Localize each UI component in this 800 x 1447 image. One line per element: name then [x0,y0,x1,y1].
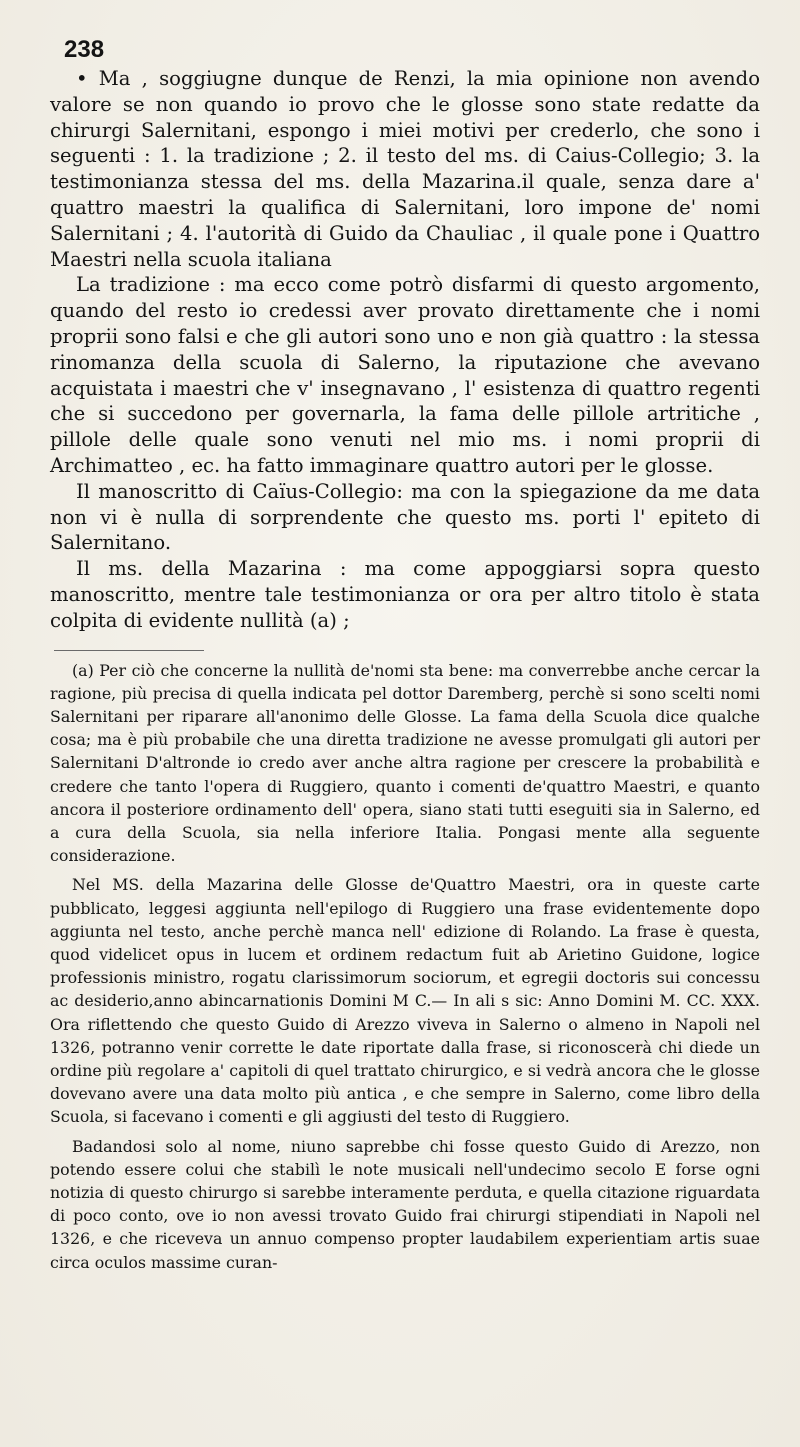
paragraph-tradizione: La tradizione : ma ecco come potrò disfarmi di questo argomento, quando del resto io credessi aver provato direttamente che i nomi proprii sono falsi e che gli autori sono uno e non già quattro : la stessa rinomanza della scuola di Salerno, la riputazione che avevano acquistata i maestri che v' insegnavano , l' esistenza di quattro regenti che si succedono per governarla, la fama delle pillole artritiche , pillole delle quale sono venuti nel mio ms. i nomi proprii di Archimatteo , ec. ha fatto immaginare quattro autori per le glosse. [50,273,760,477]
main-text [50,66,760,634]
footnote-paragraph-nullita: (a) Per ciò che concerne la nullità de'nomi sta bene: ma converrebbe anche cercar la ragione, più precisa di quella indicata pel dottor Daremberg, perchè si sono scelti nomi Salernitani per riparare all'anonimo delle Glosse. La fama della Scuola dice qualche cosa; ma è più probabile che una diretta tradizione ne avesse promulgati gli autori per Salernitani D'altronde io credo aver anche altra ragione per crescere la probabilità e credere che tanto l'opera di Ruggiero, quanto i comenti de'quattro Maestri, e quanto ancora il posteriore ordinamento dell' opera, siano stati tutti eseguiti sia in Salerno, ed a cura della Scuola, sia nella inferiore Italia. Pongasi mente alla seguente considerazione. [50,660,760,866]
footnote-divider [54,650,204,651]
paragraph-mazarina: Il ms. della Mazarina : ma come appoggiarsi sopra questo manoscritto, mentre tale testimonianza or ora per altro titolo è stata colpita di evidente nullità (a) ; [50,557,760,632]
footnote-paragraph-ms-mazarina: Nel MS. della Mazarina delle Glosse de'Quattro Maestri, ora in queste carte pubblicato, leggesi aggiunta nell'epilogo di Ruggiero una frase evidentemente dopo aggiunta nel testo, anche perchè manca nell' edizione di Rolando. La frase è questa, quod videlicet opus in lucem et ordinem redactum fuit ab Arietino Guidone, logice professionis ministro, rogatu clarissimorum sociorum, et egregii doctoris sui concessu ac desiderio,anno abincarnationis Domini M C.— In ali s sic: Anno Domini M. CC. XXX. Ora riflettendo che questo Guido di Arezzo viveva in Salerno o almeno in Napoli nel 1326, potranno venir corrette le date riportate dalla frase, si riconoscerà chi diede un ordine più regolare a' capitoli di quel trattato chirurgico, e si vedrà ancora che le glosse dovevano avere una data molto più antica , e che sempre in Salerno, come libro della Scuola, si facevano i comenti e gli aggiusti del testo di Ruggiero. [50,875,760,1127]
paragraph-caius-collegio: Il manoscritto di Caïus-Collegio: ma con la spiegazione da me data non vi è nulla di sorprendente che questo ms. porti l' epiteto di Salernitano. [50,479,760,555]
footnote [50,659,760,1274]
page-number: 238 [64,36,105,63]
paragraph-opinione: • Ma , soggiugne dunque de Renzi, la mia opinione non avendo valore se non quando io provo che le glosse sono state redatte da chirurgi Salernitani, espongo i miei motivi per crederlo, che sono i seguenti : 1. la tradizione ; 2. il testo del ms. di Caius-Collegio; 3. la testimonianza stessa del ms. della Mazarina.il quale, senza dare a' quattro maestri la qualifica di Salernitani, loro impone de' nomi Salernitani ; 4. l'autorità di Guido da Chauliac , il quale pone i Quattro Maestri nella scuola italiana [50,67,760,271]
footnote-paragraph-guido-arezzo: Badandosi solo al nome, niuno saprebbe chi fosse questo Guido di Arezzo, non potendo essere colui che stabilì le note musicali nell'undecimo secolo E forse ogni notizia di questo chirurgo si sarebbe interamente perduta, e quella citazione riguardata di poco conto, ove io non avessi trovato Guido frai chirurgi stipendiati in Napoli nel 1326, e che riceveva un annuo compenso propter laudabilem experientiam artis suae circa oculos massime curan- [50,1136,760,1272]
